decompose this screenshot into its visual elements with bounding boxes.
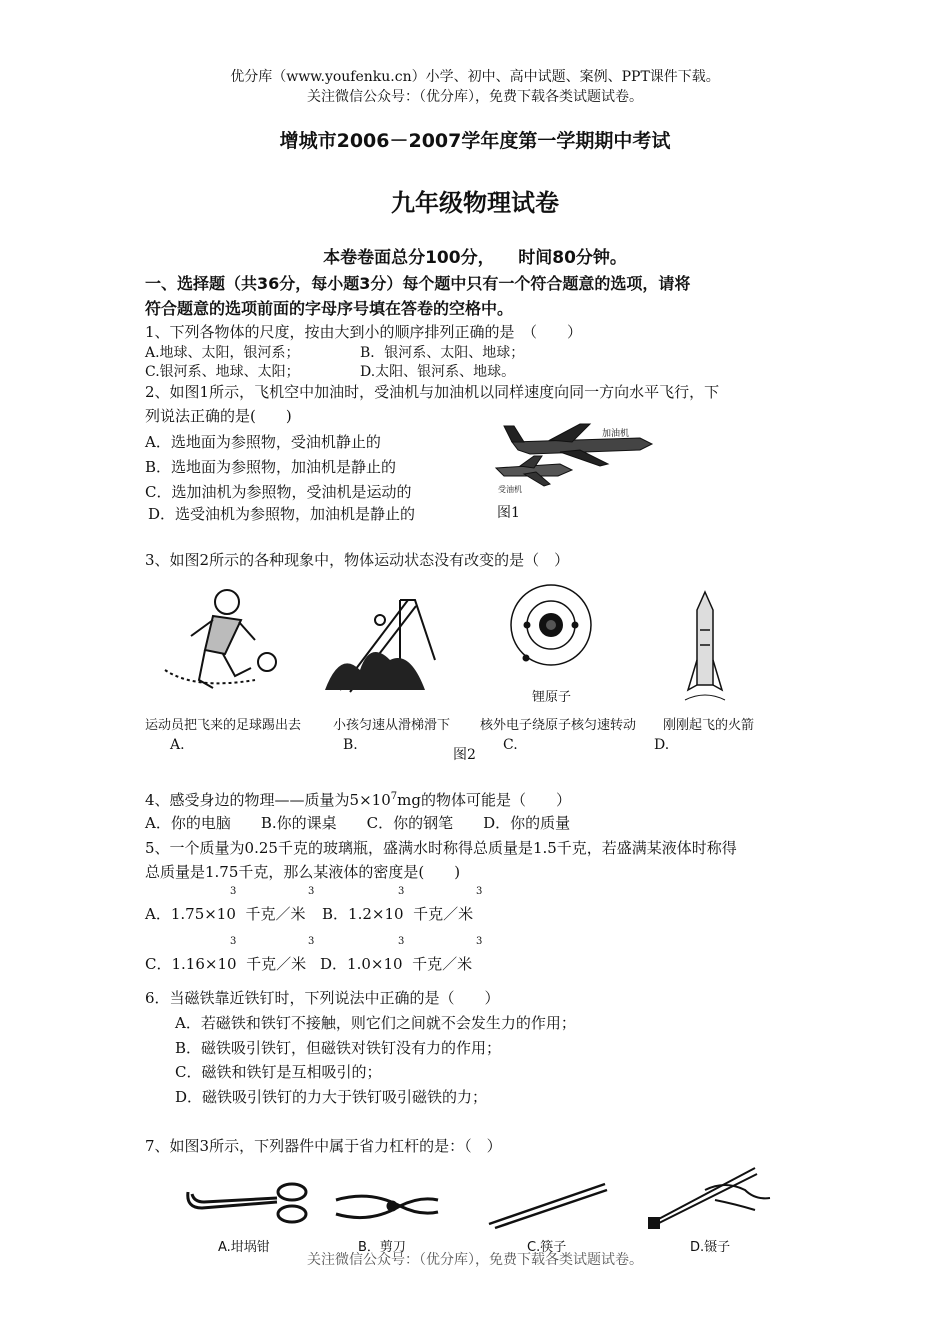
q5-option-d: D．1.0×10 千克／米 — [320, 955, 473, 973]
q6-option-c: C．磁铁和铁钉是互相吸引的； — [175, 1063, 382, 1081]
exam-title: 增城市2006－2007学年度第一学期期中考试 — [279, 130, 671, 152]
q5-c-exponent: 3 — [230, 936, 237, 947]
header-line-1: 优分库（www.youfenku.cn）小学、初中、高中试题、案例、PPT课件下载。 — [230, 69, 720, 85]
q5-b-exponent: 3 — [398, 886, 405, 897]
soccer-player-illustration — [155, 580, 285, 710]
slide-illustration — [320, 580, 445, 705]
crucible-tongs-illustration — [182, 1180, 322, 1230]
q2-option-b: B．选地面为参照物，加油机是静止的 — [145, 458, 397, 476]
receiver-plane-icon — [496, 456, 572, 486]
fig3-caption-a: A.坩埚钳 — [218, 1240, 270, 1255]
rocket-illustration — [680, 590, 730, 710]
q5-d-exponent: 3 — [398, 936, 405, 947]
q7-stem: 7、如图3所示，下列器件中属于省力杠杆的是：（ ） — [145, 1137, 502, 1155]
tweezers-illustration — [645, 1160, 785, 1235]
q5-stem-line-1: 5、一个质量为0.25千克的玻璃瓶，盛满水时称得总质量是1.5千克，若盛满某液体时称得 — [145, 839, 737, 857]
tanker-plane-icon — [504, 424, 652, 466]
q2-option-c: C．选加油机为参照物，受油机是运动的 — [145, 483, 412, 501]
q4-stem — [145, 789, 571, 810]
fig3-caption-b: B．剪刀 — [358, 1240, 406, 1255]
q1-option-d: D.太阳、银河系、地球。 — [360, 364, 516, 380]
q5-option-b: B．1.2×10 千克／米 — [322, 905, 474, 923]
fig2-letter-a: A. — [170, 737, 185, 753]
section-heading-line-2: 符合题意的选项前面的字母序号填在答卷的空格中。 — [145, 299, 514, 318]
fig3-caption-d: D.镊子 — [690, 1240, 731, 1255]
q1-stem: 1、下列各物体的尺度，按由大到小的顺序排列正确的是 （ ） — [145, 323, 583, 341]
atom-illustration — [506, 580, 596, 670]
tanker-label: 加油机 — [602, 429, 630, 439]
fig2-caption-a: 运动员把飞来的足球踢出去 — [145, 718, 302, 733]
q2-option-a: A．选地面为参照物，受油机静止的 — [145, 433, 381, 451]
q2-option-d: D．选受油机为参照物，加油机是静止的 — [148, 505, 416, 523]
receiver-label: 受油机 — [498, 485, 522, 494]
chopsticks-illustration — [485, 1176, 610, 1231]
q6-option-a: A．若磁铁和铁钉不接触，则它们之间就不会发生力的作用； — [175, 1014, 576, 1032]
q1-option-b: B．银河系、太阳、地球； — [360, 345, 525, 361]
q4-stem-post: mg的物体可能是（ ） — [397, 791, 571, 809]
q1-option-c: C.银河系、地球、太阳； — [145, 364, 300, 380]
q2-stem-line-2: 列说法正确的是( ) — [145, 407, 292, 425]
fig2-letter-d: D. — [654, 737, 670, 753]
q4-stem-pre: 4、感受身边的物理——质量为5×10 — [145, 791, 391, 809]
soccer-ball-icon — [258, 653, 276, 671]
q5-a-exponent: 3 — [230, 886, 237, 897]
footer-overlay-text: 关注微信公众号：（优分库），免费下载各类试题试卷。 — [307, 1252, 643, 1268]
q6-option-d: D．磁铁吸引铁钉的力大于铁钉吸引磁铁的力； — [175, 1088, 488, 1106]
fig2-letter-b: B. — [343, 737, 358, 753]
figure-2-label: 图2 — [453, 747, 476, 763]
header-line-2: 关注微信公众号：（优分库），免费下载各类试题试卷。 — [307, 89, 643, 105]
q6-stem: 6．当磁铁靠近铁钉时，下列说法中正确的是（ ） — [145, 989, 500, 1007]
q1-option-a: A.地球、太阳，银河系； — [145, 345, 300, 361]
q6-option-b: B．磁铁吸引铁钉，但磁铁对铁钉没有力的作用； — [175, 1039, 502, 1057]
q5-option-a: A．1.75×10 千克／米 — [145, 905, 306, 923]
q4-stem-exponent: 7 — [390, 791, 398, 802]
q5-c-unit-exponent: 3 — [308, 936, 315, 947]
q3-stem: 3、如图2所示的各种现象中，物体运动状态没有改变的是（ ） — [145, 551, 570, 569]
atom-label: 锂原子 — [532, 690, 572, 705]
paper-subtitle: 九年级物理试卷 — [391, 189, 559, 217]
q4-options: A．你的电脑 B.你的课桌 C．你的钢笔 D．你的质量 — [145, 814, 571, 832]
q5-b-unit-exponent: 3 — [476, 886, 483, 897]
q5-option-c: C．1.16×10 千克／米 — [145, 955, 307, 973]
exam-info: 本卷卷面总分100分， 时间80分钟。 — [323, 248, 627, 268]
fig2-caption-b: 小孩匀速从滑梯滑下 — [333, 718, 451, 733]
fig3-caption-c: C.筷子 — [527, 1240, 567, 1255]
figure-1-planes — [490, 416, 660, 498]
q2-stem-line-1: 2、如图1所示，飞机空中加油时，受油机与加油机以同样速度向同一方向水平飞行，下 — [145, 383, 720, 401]
figure-1-label: 图1 — [497, 505, 520, 521]
q5-stem-line-2: 总质量是1.75千克，那么某液体的密度是( ) — [145, 863, 461, 881]
fig2-letter-c: C. — [503, 737, 518, 753]
scissors-illustration — [330, 1186, 445, 1228]
section-heading-line-1: 一、选择题（共36分，每小题3分）每个题中只有一个符合题意的选项，请将 — [145, 274, 691, 293]
fig2-caption-d: 刚刚起飞的火箭 — [663, 718, 755, 733]
fig2-caption-c: 核外电子绕原子核匀速转动 — [480, 718, 637, 733]
q5-a-unit-exponent: 3 — [308, 886, 315, 897]
q5-d-unit-exponent: 3 — [476, 936, 483, 947]
